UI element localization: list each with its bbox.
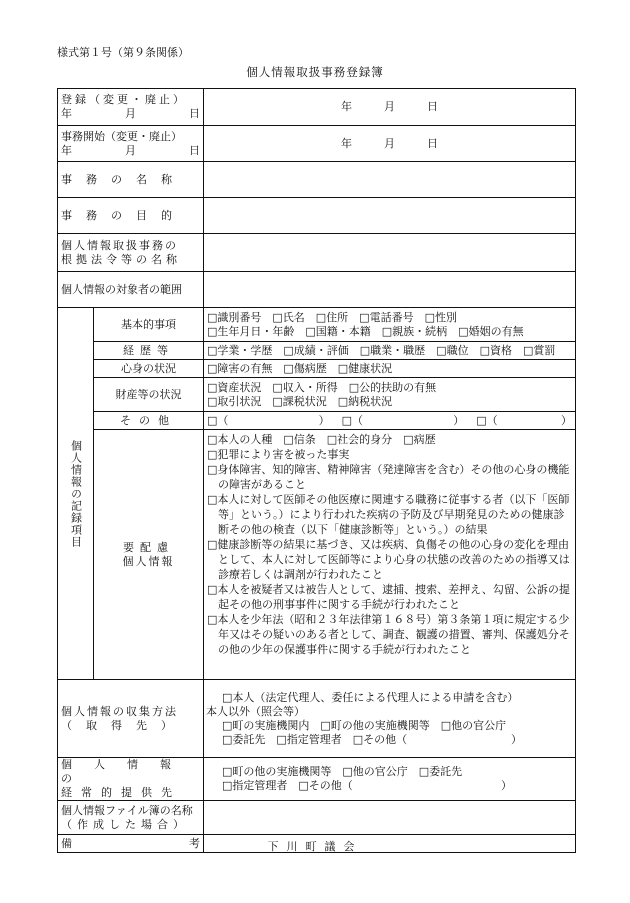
provision-line2-right: ） (501, 779, 512, 792)
purpose-label-cell (58, 198, 204, 234)
assets-label: 財産等の状況 (94, 378, 204, 412)
row-name (58, 162, 576, 198)
sensitive-item: □健康診断等の結果に基づき、又は疾病、負傷その他の心身の変化を理由として、本人に対して医師等により心身の状態の改善のための指導又は診療若しくは調剤が行われたこと (207, 538, 570, 581)
row-assets (58, 378, 576, 412)
remarks-label-right: 考 (189, 836, 200, 850)
basic-options[interactable] (204, 308, 576, 342)
remarks-label-left: 備 (61, 836, 72, 850)
file-book-field[interactable] (204, 801, 576, 835)
registration-label-cell (58, 89, 204, 126)
other-options[interactable] (204, 412, 576, 430)
row-career (58, 342, 576, 360)
sensitive-item: □本人を少年法（昭和２３年法律第１６８号）第３条第１項に規定する少年又はその疑いのある者として、調査、観護の措置、審判、保護処分その他の少年の保護事件に関する手続が行われたこと (207, 613, 570, 656)
provision-line1: □町の他の実施機関等 □他の官公庁 □委託先 (222, 765, 463, 778)
page-title: 個人情報取扱事務登録簿 (246, 65, 384, 79)
collection-line1: □本人（法定代理人、委任による代理人による申請を含む） (222, 690, 519, 704)
registration-month: 月 (384, 100, 395, 113)
file-book-label-line2: （作成した場合） (61, 817, 189, 831)
other-label: その他 (94, 412, 204, 430)
start-label-year: 年 (61, 143, 72, 157)
career-label: 経歴等 (94, 342, 204, 360)
row-mind (58, 360, 576, 378)
name-label: 事務の名称 (61, 172, 186, 186)
provision-line2-left: □指定管理者 □その他（ (222, 779, 353, 792)
start-year: 年 (341, 136, 352, 150)
basic-options-line2: □生年月日・年齢 □国籍・本籍 □親族・続柄 □婚姻の有無 (207, 324, 524, 338)
provision-options[interactable] (204, 758, 576, 801)
collection-label-cell (58, 680, 204, 758)
assets-options-line2: □取引状況 □課税状況 □納税状況 (207, 394, 393, 408)
sensitive-options[interactable] (204, 430, 576, 680)
mind-options[interactable] (204, 360, 576, 378)
sensitive-item: □身体障害、知的障害、精神障害（発達障害を含む）その他の心身の機能の障害があること (207, 463, 570, 491)
start-label-day: 日 (189, 143, 200, 157)
start-date-field[interactable] (204, 126, 576, 162)
other-option-3-open: □（ (476, 413, 498, 427)
other-option-2-open: □（ (341, 413, 364, 427)
sensitive-item: □本人を被疑者又は被告人として、逮捕、捜索、差押え、勾留、公訴の提起その他の刑事事件に関する手続が行われたこと (207, 583, 570, 611)
collection-options[interactable] (204, 680, 576, 758)
other-option-1-close: ） (318, 413, 330, 427)
file-book-label-cell (58, 801, 204, 835)
row-file-book (58, 801, 576, 835)
start-label-cell (58, 126, 204, 162)
registration-label-month: 月 (125, 107, 136, 120)
other-option-3-close: ） (561, 413, 572, 427)
legal-basis-label-line2: 根拠法令等の名称 (61, 252, 181, 266)
career-options[interactable] (204, 342, 576, 360)
start-date (207, 137, 572, 151)
purpose-label: 事務の目的 (61, 208, 186, 222)
sensitive-label-cell (94, 430, 204, 680)
purpose-field[interactable] (204, 198, 576, 234)
collection-line4-right: ） (511, 732, 522, 746)
other-option-2 (342, 414, 465, 428)
sensitive-item: □本人に対して医師その他医療に関連する職務に従事する者（以下「医師等」という。）により行われた疾病の予防及び早期発見のための健康診断その他の検査（以下「健康診断等」という。）の結果 (207, 493, 570, 536)
row-start (58, 126, 576, 162)
registration-label: 登録（変更・廃止） (61, 93, 187, 106)
registration-year: 年 (341, 100, 352, 113)
file-book-label-line1: 個人情報ファイル簿の名称 (61, 803, 193, 817)
row-scope (58, 272, 576, 308)
organization-footer: 下川町議会 (267, 840, 363, 853)
provision-label-line2: 経常的提供先 (61, 786, 181, 799)
collection-label-line1: 個人情報の収集方法 (61, 704, 178, 718)
sensitive-item: □本人の人種 □信条 □社会的身分 □病歴 (207, 433, 436, 446)
row-legal-basis (58, 234, 576, 272)
registration-date (207, 100, 572, 114)
sensitive-item: □犯罪により害を被った事実 (207, 448, 350, 461)
scope-label: 個人情報の対象者の範囲 (61, 282, 182, 296)
sensitive-label-line2: 個人情報 (122, 554, 175, 568)
record-items-label-cell (58, 308, 94, 680)
basic-options-line1: □識別番号 □氏名 □住所 □電話番号 □性別 (207, 310, 457, 324)
name-label-cell (58, 162, 204, 198)
other-option-1 (207, 414, 330, 428)
row-registration (58, 89, 576, 126)
row-collection (58, 680, 576, 758)
legal-basis-field[interactable] (204, 234, 576, 272)
start-label-date (61, 144, 200, 158)
registration-day: 日 (427, 100, 438, 113)
other-options-line (207, 414, 572, 428)
row-basic (58, 308, 576, 342)
registration-table (57, 88, 576, 853)
row-other (58, 412, 576, 430)
provision-label-line1: 個人情報の (61, 758, 193, 785)
sensitive-label-line1: 要配慮 (123, 540, 174, 554)
row-sensitive (58, 430, 576, 680)
registration-label-year: 年 (61, 107, 72, 120)
mind-label: 心身の状況 (94, 360, 204, 378)
assets-options-line1: □資産状況 □収入・所得 □公的扶助の有無 (207, 380, 437, 394)
name-field[interactable] (204, 162, 576, 198)
career-options-line1: □学業・学歴 □成績・評価 □職業・職歴 □職位 □資格 □賞罰 (207, 343, 556, 357)
other-option-1-open: □（ (207, 413, 229, 427)
basic-label: 基本的事項 (94, 308, 204, 342)
registration-label-date (61, 107, 200, 121)
legal-basis-label-cell (58, 234, 204, 272)
collection-line2: 本人以外（照会等） (206, 704, 305, 718)
record-items-label: 個人情報の記録項目 (69, 439, 83, 548)
assets-options[interactable] (204, 378, 576, 412)
form-number-label: 様式第１号（第９条関係） (57, 46, 189, 59)
mind-options-line1: □障害の有無 □傷病歴 □健康状況 (207, 361, 393, 375)
start-month: 月 (384, 136, 395, 150)
registration-label-day: 日 (189, 107, 200, 120)
legal-basis-label-line1: 個人情報取扱事務の (61, 238, 178, 252)
provision-label-cell (58, 758, 204, 801)
registration-date-field[interactable] (204, 89, 576, 126)
row-provision (58, 758, 576, 801)
provision-line2 (222, 779, 512, 793)
scope-label-cell (58, 272, 204, 308)
collection-line4 (222, 733, 522, 747)
start-label: 事務開始（変更・廃止） (61, 129, 182, 143)
row-purpose (58, 198, 576, 234)
collection-label-line2: （取得先） (61, 718, 186, 732)
scope-field[interactable] (204, 272, 576, 308)
start-day: 日 (427, 136, 438, 150)
other-option-3 (476, 414, 572, 428)
start-label-month: 月 (125, 143, 136, 157)
other-option-2-close: ） (453, 413, 465, 427)
collection-line4-left: □委託先 □指定管理者 □その他（ (222, 732, 408, 746)
collection-line3: □町の実施機関内 □町の他の実施機関等 □他の官公庁 (222, 718, 507, 732)
